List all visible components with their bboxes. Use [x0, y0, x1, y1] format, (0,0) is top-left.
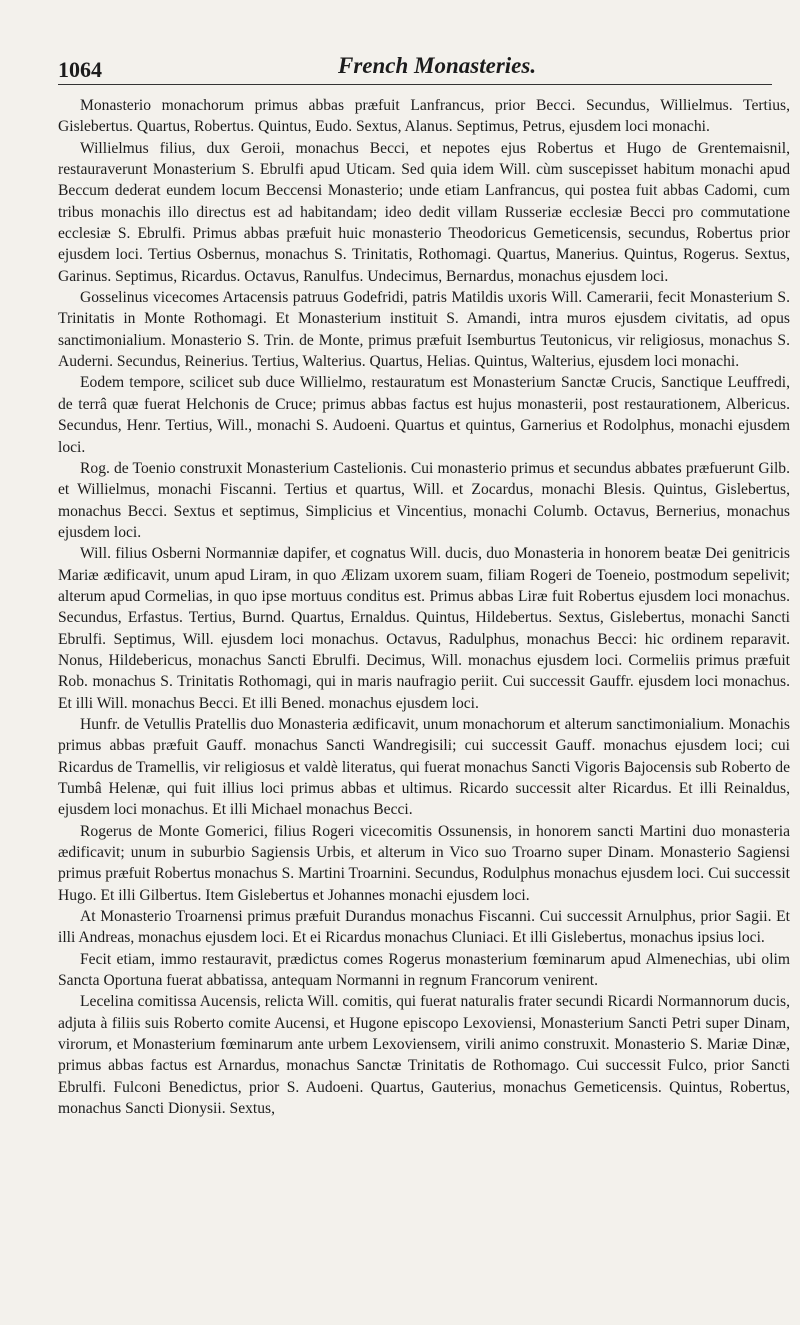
page-number: 1064: [58, 57, 102, 82]
paragraph: Monasterio monachorum primus abbas præfuit Lanfrancus, prior Becci. Secundus, Willielmus. Tertius, Gislebertus. Quartus, Robertus. Quintus, Eudo. Sextus, Alanus. Septimus, Petrus, ejusdem loci monachi.: [58, 97, 790, 136]
paragraph: Lecelina comitissa Aucensis, relicta Will. comitis, qui fuerat naturalis frater secundi Ricardi Normannorum ducis, adjuta à filiis suis Roberto comite Aucensi, et Hugone episcopo Lexoviensi, Monasterium Sancti Petri super Dinam, virorum, et Monasterium fœminarum ante urbem Lexoviensem, virili animo construxit. Monasterio S. Mariæ Dinæ, primus abbas factus est Arnardus, monachus Sanctæ Trinitatis de Rothomago. Cui successit Fulco, prior Sancti Ebrulfi. Fulconi Benedictus, prior S. Audoeni. Quartus, Gauterius, monachus Gemeticensis. Quintus, Robertus, monachus Sancti Dionysii. Sextus,: [58, 993, 790, 1118]
header-rule: [58, 84, 772, 85]
paragraph: Willielmus filius, dux Geroii, monachus Becci, et nepotes ejus Robertus et Hugo de Grentemaisnil, restauraverunt Monasterium S. Ebrulfi apud Uticam. Sed quia idem Will. cùm suscepisset habitum monachi apud Beccum dederat eundem locum Beccensi Monasterio; unde etiam Lanfrancus, qui postea fuit abbas Cadomi, cum tribus monachis illo directus est ad habitandam; ideo dedit villam Russeriæ ecclesiæ Becci pro commutatione ecclesiæ S. Ebrulfi. Primus abbas præfuit huic monasterio Theodoricus Gemeticensis, secundus, Robertus prior ejusdem loci. Tertius Osbernus, monachus S. Trinitatis, Rothomagi. Quartus, Manerius. Quintus, Rogerus. Sextus, Garinus. Septimus, Ricardus. Octavus, Ranulfus. Undecimus, Bernardus, monachus ejusdem loci.: [58, 139, 790, 285]
paragraph: Gosselinus vicecomes Artacensis patruus Godefridi, patris Matildis uxoris Will. Camerarii, fecit Monasterium S. Trinitatis in Monte Rothomagi. Et Monasterium instituit S. Amandi, intra muros ejusdem civitatis, ad opus sanctimonialium. Monasterio S. Trin. de Monte, primus præfuit Isemburtus Teutonicus, vir religiosus, monachus S. Auderni. Secundus, Reinerius. Tertius, Walterius. Quartus, Helias. Quintus, Walterius, ejusdem loci monachi.: [58, 289, 790, 371]
paragraph: Rog. de Toenio construxit Monasterium Castelionis. Cui monasterio primus et secundus abbates præfuerunt Gilb. et Willielmus, monachi Fiscanni. Tertius et quartus, Will. et Zocardus, monachi Blesis. Quintus, Gislebertus, monachus Becci. Sextus et septimus, Simplicius et Vincentius, monachi Columb. Octavus, Bernerius, monachus ejusdem loci.: [58, 459, 790, 541]
paragraph: Hunfr. de Vetullis Pratellis duo Monasteria ædificavit, unum monachorum et alterum sanctimonialium. Monachis primus abbas præfuit Gauff. monachus Sancti Wandregisili; cui successit Gauff. monachus ejusdem loci; cui Ricardus de Tramellis, vir religiosus et valdè literatus, qui fuerat monachus Sancti Vigoris Bajocensis sub Roberto de Tumbâ Helenæ, qui fuit illius loci primus abbas et ultimus. Ricardo successit alter Ricardus. Et illi Reinaldus, ejusdem loci monachus. Et illi Michael monachus Becci.: [58, 715, 790, 819]
paragraph: Fecit etiam, immo restauravit, prædictus comes Rogerus monasterium fœminarum apud Almenechias, ubi olim Sancta Oportuna fuerat abbatissa, antequam Normanni in regnum Francorum venirent.: [58, 950, 790, 990]
paragraph: Eodem tempore, scilicet sub duce Willielmo, restauratum est Monasterium Sanctæ Crucis, Sanctique Leuffredi, de terrâ quæ fuerat Helchonis de Cruce; primus abbas factus est hujus monasterii, post restaurationem, Albericus. Secundus, Henr. Tertius, Will., monachi S. Audoeni. Quartus et quintus, Garnerius et Rodolphus, monachi ejusdem loci.: [58, 374, 790, 456]
paragraph: At Monasterio Troarnensi primus præfuit Durandus monachus Fiscanni. Cui successit Arnulphus, prior Sagii. Et illi Andreas, monachus ejusdem loci. Et ei Ricardus monachus Cluniaci. Et illi Gislebertus, monachus ipsius loci.: [58, 908, 790, 947]
paragraph: Rogerus de Monte Gomerici, filius Rogeri vicecomitis Ossunensis, in honorem sancti Martini duo monasteria ædificavit; unum in suburbio Sagiensis Urbis, et alterum in Vico suo Troarno super Dinam. Monasterio Sagiensi primus præfuit Robertus monachus S. Martini Troarnini. Secundus, Rodulphus monachus ejusdem loci. Cui successit Hugo. Et illi Gilbertus. Item Gislebertus et Johannes monachi ejusdem loci.: [58, 822, 790, 904]
page-header: [0, 0, 800, 90]
running-title: French Monasteries.: [338, 53, 537, 78]
body-text: [58, 95, 790, 1120]
paragraph: Will. filius Osberni Normanniæ dapifer, et cognatus Will. ducis, duo Monasteria in honorem beatæ Dei genitricis Mariæ ædificavit, unum apud Liram, in quo Ælizam uxorem suam, filiam Rogeri de Toeneio, postmodum sepelivit; alterum apud Cormelias, in quo ipse mortuus conditus est. Primus abbas Liræ fuit Robertus ejusdem loci monachus. Secundus, Erfastus. Tertius, Burnd. Quartus, Ernaldus. Quintus, Hildebertus. Sextus, Gislebertus, monachi Sancti Ebrulfi. Septimus, Will. ejusdem loci monachus. Octavus, Radulphus, monachus Becci: hic ordinem reparavit. Nonus, Hildebericus, monachus Sancti Ebrulfi. Decimus, Will. monachus ejusdem loci. Cormeliis primus præfuit Rob. monachus S. Trinitatis Rothomagi, qui in maris naufragio periit. Cui successit Gauffr. ejusdem loci monachus. Et illi Will. monachus Becci. Et illi Bened. monachus ejusdem loci.: [58, 545, 790, 712]
